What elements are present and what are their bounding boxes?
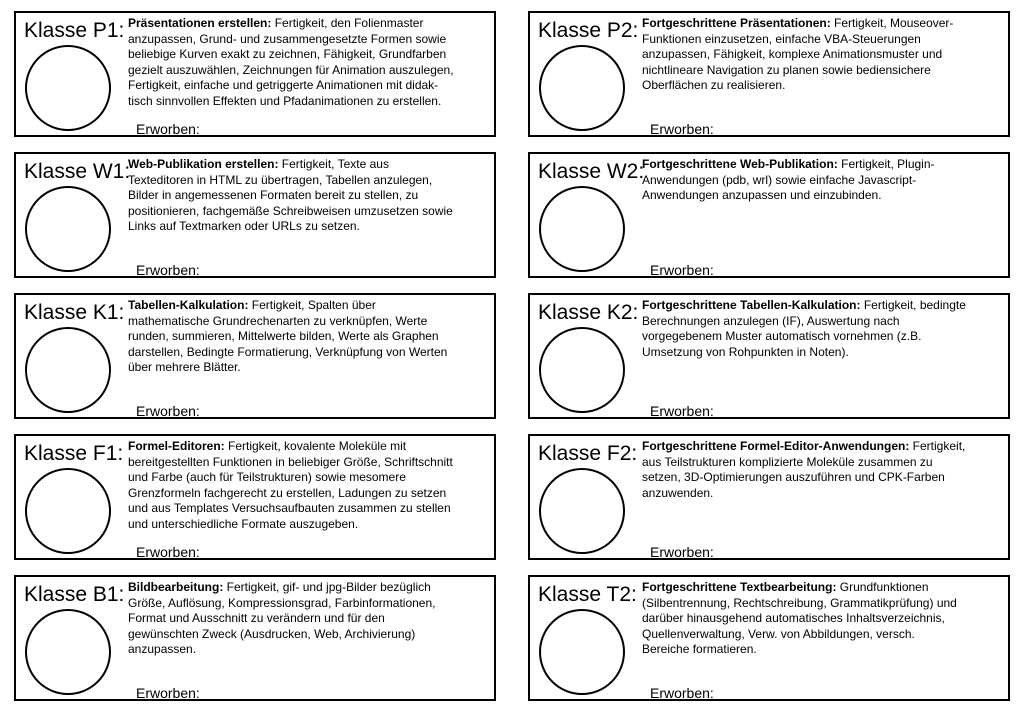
card-title: Klasse P2: bbox=[538, 19, 639, 42]
card-text: Grundfunktionen (Silbentrennung, Rechtschreibung, Grammatikprüfung) und darüber hinausgehend automatisches Inhaltsverzeichnis, Quellenverwaltung, Verw. von Abbildungen, versch. Bereiche formatieren. bbox=[642, 580, 957, 656]
card-description bbox=[128, 298, 488, 376]
card-description bbox=[128, 439, 488, 532]
card-heading: Bildbearbeitung: bbox=[128, 580, 224, 594]
earned-label: Erworben: bbox=[650, 121, 714, 137]
card-text: Fertigkeit, bedingte Berechnungen anzulegen (IF), Auswertung nach vorgegebenem Muster automatisch vornehmen (z.B. Umsetzung von Rohpunkten in Noten). bbox=[642, 298, 966, 359]
card-heading: Fortgeschrittene Textbearbeitung: bbox=[642, 580, 837, 594]
card-w1 bbox=[14, 152, 496, 278]
card-text: Fertigkeit, aus Teilstrukturen komplizierte Moleküle zusammen zu setzen, 3D-Optimierungen auszuführen und CPK-Farben anzuwenden. bbox=[642, 439, 966, 500]
earned-label: Erworben: bbox=[650, 403, 714, 419]
card-description bbox=[642, 16, 1002, 94]
card-description bbox=[128, 157, 488, 235]
card-p2 bbox=[528, 11, 1010, 137]
card-description bbox=[642, 439, 1002, 501]
card-text: Fertigkeit, Plugin- Anwendungen (pdb, wrl) sowie einfache Javascript- Anwendungen anzupassen und einzubinden. bbox=[642, 157, 935, 202]
card-description bbox=[128, 16, 488, 109]
card-heading: Präsentationen erstellen: bbox=[128, 16, 272, 30]
completion-circle[interactable] bbox=[539, 468, 625, 554]
card-text: Fertigkeit, kovalente Moleküle mit bereitgestellten Funktionen in beliebiger Größe, Schriftschnitt und Farbe (auch für Teilstrukturen) sowie mesomere Grenzformeln fachgerecht zu erstellen, Ladungen zu setzen und aus Templates Versuchsaufbauten zusammen zu stellen und unterschiedliche Formate auszugeben. bbox=[128, 439, 453, 531]
earned-label: Erworben: bbox=[136, 262, 200, 278]
card-heading: Web-Publikation erstellen: bbox=[128, 157, 279, 171]
card-text: Fertigkeit, Texte aus Texteditoren in HTML zu übertragen, Tabellen anzulegen, Bilder in angemessenen Formaten bereit zu stellen, zu positionieren, fachgemäße Schreibweisen umzusetzen sowie Links auf Textmarken oder URLs zu setzen. bbox=[128, 157, 453, 233]
card-w2 bbox=[528, 152, 1010, 278]
card-title: Klasse T2: bbox=[538, 583, 637, 606]
card-title: Klasse K2: bbox=[538, 301, 639, 324]
earned-label: Erworben: bbox=[136, 121, 200, 137]
earned-label: Erworben: bbox=[650, 544, 714, 560]
completion-circle[interactable] bbox=[25, 45, 111, 131]
card-title: Klasse F1: bbox=[24, 442, 124, 465]
card-title: Klasse W2: bbox=[538, 160, 645, 183]
card-heading: Tabellen-Kalkulation: bbox=[128, 298, 249, 312]
card-f2 bbox=[528, 434, 1010, 560]
card-title: Klasse P1: bbox=[24, 19, 125, 42]
completion-circle[interactable] bbox=[25, 468, 111, 554]
completion-circle[interactable] bbox=[539, 186, 625, 272]
card-description bbox=[642, 157, 1002, 204]
card-description bbox=[642, 580, 1002, 658]
completion-circle[interactable] bbox=[25, 609, 111, 695]
earned-label: Erworben: bbox=[136, 403, 200, 419]
card-t2 bbox=[528, 575, 1010, 701]
completion-circle[interactable] bbox=[539, 609, 625, 695]
card-text: Fertigkeit, gif- und jpg-Bilder bezüglich Größe, Auflösung, Kompressionsgrad, Farbinformationen, Format und Ausschnitt zu verändern und für den gewünschten Zweck (Ausdrucken, Web, Archivierung) anzupassen. bbox=[128, 580, 436, 656]
card-heading: Fortgeschrittene Tabellen-Kalkulation: bbox=[642, 298, 861, 312]
card-k1 bbox=[14, 293, 496, 419]
card-f1 bbox=[14, 434, 496, 560]
card-b1 bbox=[14, 575, 496, 701]
earned-label: Erworben: bbox=[136, 685, 200, 701]
card-description bbox=[642, 298, 1002, 360]
completion-circle[interactable] bbox=[539, 45, 625, 131]
completion-circle[interactable] bbox=[25, 327, 111, 413]
card-description bbox=[128, 580, 488, 658]
card-heading: Fortgeschrittene Präsentationen: bbox=[642, 16, 831, 30]
completion-circle[interactable] bbox=[539, 327, 625, 413]
card-text: Fertigkeit, Mouseover- Funktionen einzusetzen, einfache VBA-Steuerungen anzupassen, Fähigkeit, komplexe Animationsmuster und nichtlineare Navigation zu planen sowie bediensichere Oberflächen zu realisieren. bbox=[642, 16, 954, 92]
card-title: Klasse F2: bbox=[538, 442, 638, 465]
earned-label: Erworben: bbox=[650, 685, 714, 701]
earned-label: Erworben: bbox=[136, 544, 200, 560]
card-title: Klasse W1: bbox=[24, 160, 131, 183]
card-k2 bbox=[528, 293, 1010, 419]
card-text: Fertigkeit, den Folienmaster anzupassen, Grund- und zusammengesetzte Formen sowie beliebige Kurven exakt zu zeichnen, Fähigkeit, Grundfarben gezielt auszuwählen, Zeichnungen für Animation auszulegen, Fertigkeit, einfache und getriggerte Animationen mit didak- tisch sinnvollen Effekten und Pfadanimationen zu erstellen. bbox=[128, 16, 454, 108]
card-title: Klasse B1: bbox=[24, 583, 125, 606]
completion-circle[interactable] bbox=[25, 186, 111, 272]
card-title: Klasse K1: bbox=[24, 301, 125, 324]
card-p1 bbox=[14, 11, 496, 137]
card-heading: Fortgeschrittene Formel-Editor-Anwendungen: bbox=[642, 439, 910, 453]
card-heading: Fortgeschrittene Web-Publikation: bbox=[642, 157, 838, 171]
earned-label: Erworben: bbox=[650, 262, 714, 278]
card-heading: Formel-Editoren: bbox=[128, 439, 225, 453]
card-text: Fertigkeit, Spalten über mathematische Grundrechenarten zu verknüpfen, Werte runden, summieren, Mittelwerte bilden, Werte als Graphen darstellen, Bedingte Formatierung, Verknüpfung von Werten über mehrere Blätter. bbox=[128, 298, 448, 374]
